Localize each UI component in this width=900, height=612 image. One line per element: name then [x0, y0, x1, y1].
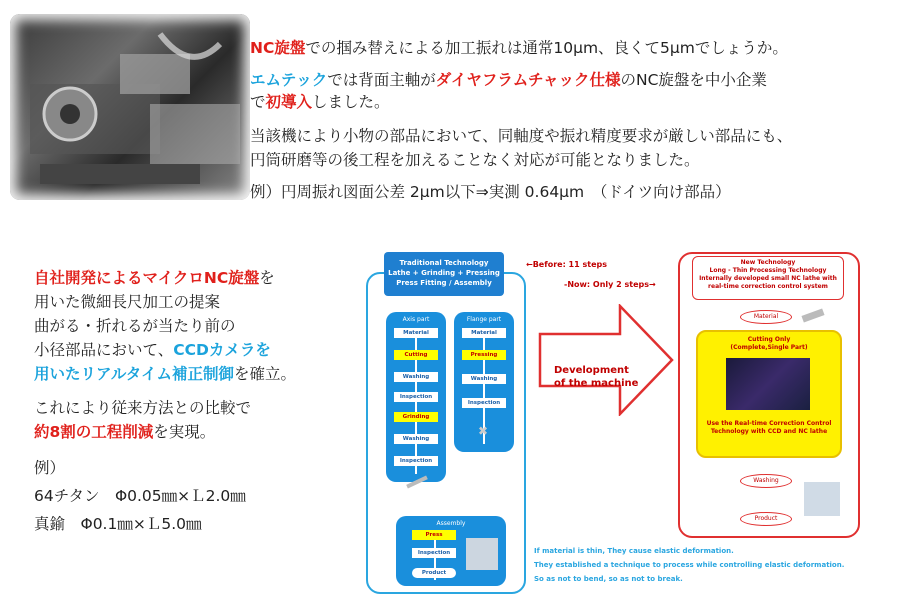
left-line-9: 64チタン Φ0.05㎜×Ｌ2.0㎜	[34, 487, 246, 505]
assembly-step: Press	[412, 530, 456, 540]
process-reduction-label: 約8割の工程削減	[34, 423, 154, 441]
before-steps-label: ←Before: 11 steps	[526, 260, 607, 269]
development-arrow-icon	[538, 304, 676, 416]
flange-step: Material	[462, 328, 506, 338]
left-line-5	[34, 364, 296, 385]
axis-step: Cutting	[394, 350, 438, 360]
left-line-4-text-a: 小径部品において、	[34, 341, 174, 359]
machine-photo	[10, 14, 250, 200]
new-product-step: Product	[740, 512, 792, 526]
cutting-box	[696, 330, 842, 458]
axis-part-label: Axis part	[402, 316, 430, 323]
realtime-control-label: 用いたリアルタイム補正制御	[34, 365, 234, 383]
flange-step: Inspection	[462, 398, 506, 408]
top-line-6: 例）円周振れ図面公差 2μm以下⇒実測 0.64µm （ドイツ向け部品）	[250, 183, 731, 201]
left-line-7	[34, 422, 215, 443]
new-material-step: Material	[740, 310, 792, 324]
left-line-1	[34, 268, 275, 289]
left-line-6: これにより従来方法との比較で	[34, 399, 252, 417]
left-line-3: 曲がる・折れるが当たり前の	[34, 317, 236, 335]
top-line-2-text-b: では背面主軸が	[327, 71, 436, 89]
top-line-4: 当該機により小物の部品において、同軸度や振れ精度要求が厳しい部品にも、	[250, 127, 793, 145]
new-technology-header	[692, 256, 844, 300]
cutting-line-1: Cutting Only	[747, 336, 791, 343]
micro-nc-lathe-label: 自社開発によるマイクロNC旋盤	[34, 269, 260, 287]
use-line-1: Use the Real-time Correction Control	[706, 420, 832, 427]
nc-lathe-label: NC旋盤	[250, 39, 306, 57]
new-washing-step: Washing	[740, 474, 792, 488]
top-line-2-text-d: のNC旋盤を中小企業	[620, 71, 767, 89]
new-product-photo	[804, 482, 840, 516]
new-title-2: Long - Thin Processing Technology	[709, 267, 827, 274]
axis-step: Inspection	[394, 456, 438, 466]
company-name: エムテック	[250, 71, 328, 89]
cross-icon: ✖	[478, 424, 489, 438]
assembly-product-photo	[466, 538, 498, 570]
cutting-line-2: (Complete,Single Part)	[730, 344, 808, 351]
new-technology-title	[693, 259, 843, 291]
trad-title-2: Lathe + Grinding + Pressing	[388, 269, 500, 277]
top-line-2	[250, 70, 767, 91]
left-line-4	[34, 340, 271, 361]
top-line-3-text-a: で	[250, 93, 266, 111]
assembly-step: Inspection	[412, 548, 456, 558]
cutting-title	[698, 336, 840, 352]
left-line-8: 例）	[34, 459, 66, 477]
new-title-3: Internally developed small NC lathe with	[699, 275, 837, 282]
development-line-2: of the machine	[554, 378, 639, 389]
process-diagram	[366, 248, 868, 594]
machine-illustration	[10, 14, 250, 200]
note-1: If material is thin, They cause elastic deformation.	[534, 547, 734, 555]
use-line-2: Technology with CCD and NC lathe	[710, 428, 828, 435]
assembly-box	[396, 516, 506, 586]
left-line-5-text-b: を確立。	[233, 365, 296, 383]
assembly-label: Assembly	[436, 520, 466, 527]
notes	[534, 544, 844, 586]
development-label	[554, 364, 638, 390]
left-line-10: 真鍮 Φ0.1㎜×Ｌ5.0㎜	[34, 515, 202, 533]
left-line-1-text-b: を	[259, 269, 275, 287]
top-line-3-text-c: しました。	[312, 93, 390, 111]
trad-title-3: Press Fitting / Assembly	[396, 279, 492, 287]
new-title-4: real-time correction control system	[708, 283, 828, 290]
top-line-5: 円筒研磨等の後工程を加えることなく対応が可能となりました。	[250, 151, 700, 169]
trad-title-1: Traditional Technology	[399, 259, 489, 267]
top-line-1-text: での掴み替えによる加工振れは通常10µm、良くて5µmでしょうか。	[305, 39, 788, 57]
ccd-camera-label: CCDカメラを	[173, 341, 271, 359]
top-line-1	[250, 38, 788, 59]
axis-step: Inspection	[394, 392, 438, 402]
axis-step: Washing	[394, 434, 438, 444]
now-steps-label: -Now: Only 2 steps→	[564, 280, 656, 289]
first-introduction-label: 初導入	[265, 93, 313, 111]
cnc-machine-photo	[726, 358, 810, 410]
left-line-7-text-b: を実現。	[153, 423, 216, 441]
new-title-1: New Technology	[740, 259, 796, 266]
diaphragm-chuck-label: ダイヤフラムチャック仕様	[435, 71, 621, 89]
axis-step: Washing	[394, 372, 438, 382]
axis-step: Material	[394, 328, 438, 338]
note-3: So as not to bend, so as not to break.	[534, 575, 683, 583]
assembly-step: Product	[412, 568, 456, 578]
development-line-1: Development	[554, 365, 629, 376]
flange-part-label: Flange part	[466, 316, 502, 323]
flange-step: Pressing	[462, 350, 506, 360]
traditional-header	[384, 252, 504, 296]
use-text	[698, 420, 840, 436]
flange-step: Washing	[462, 374, 506, 384]
note-2: They established a technique to process while controlling elastic deformation.	[534, 561, 845, 569]
flange-column	[454, 312, 514, 452]
axis-column	[386, 312, 446, 482]
top-line-3	[250, 92, 390, 113]
left-line-2: 用いた微細長尺加工の提案	[34, 293, 221, 311]
axis-step: Grinding	[394, 412, 438, 422]
